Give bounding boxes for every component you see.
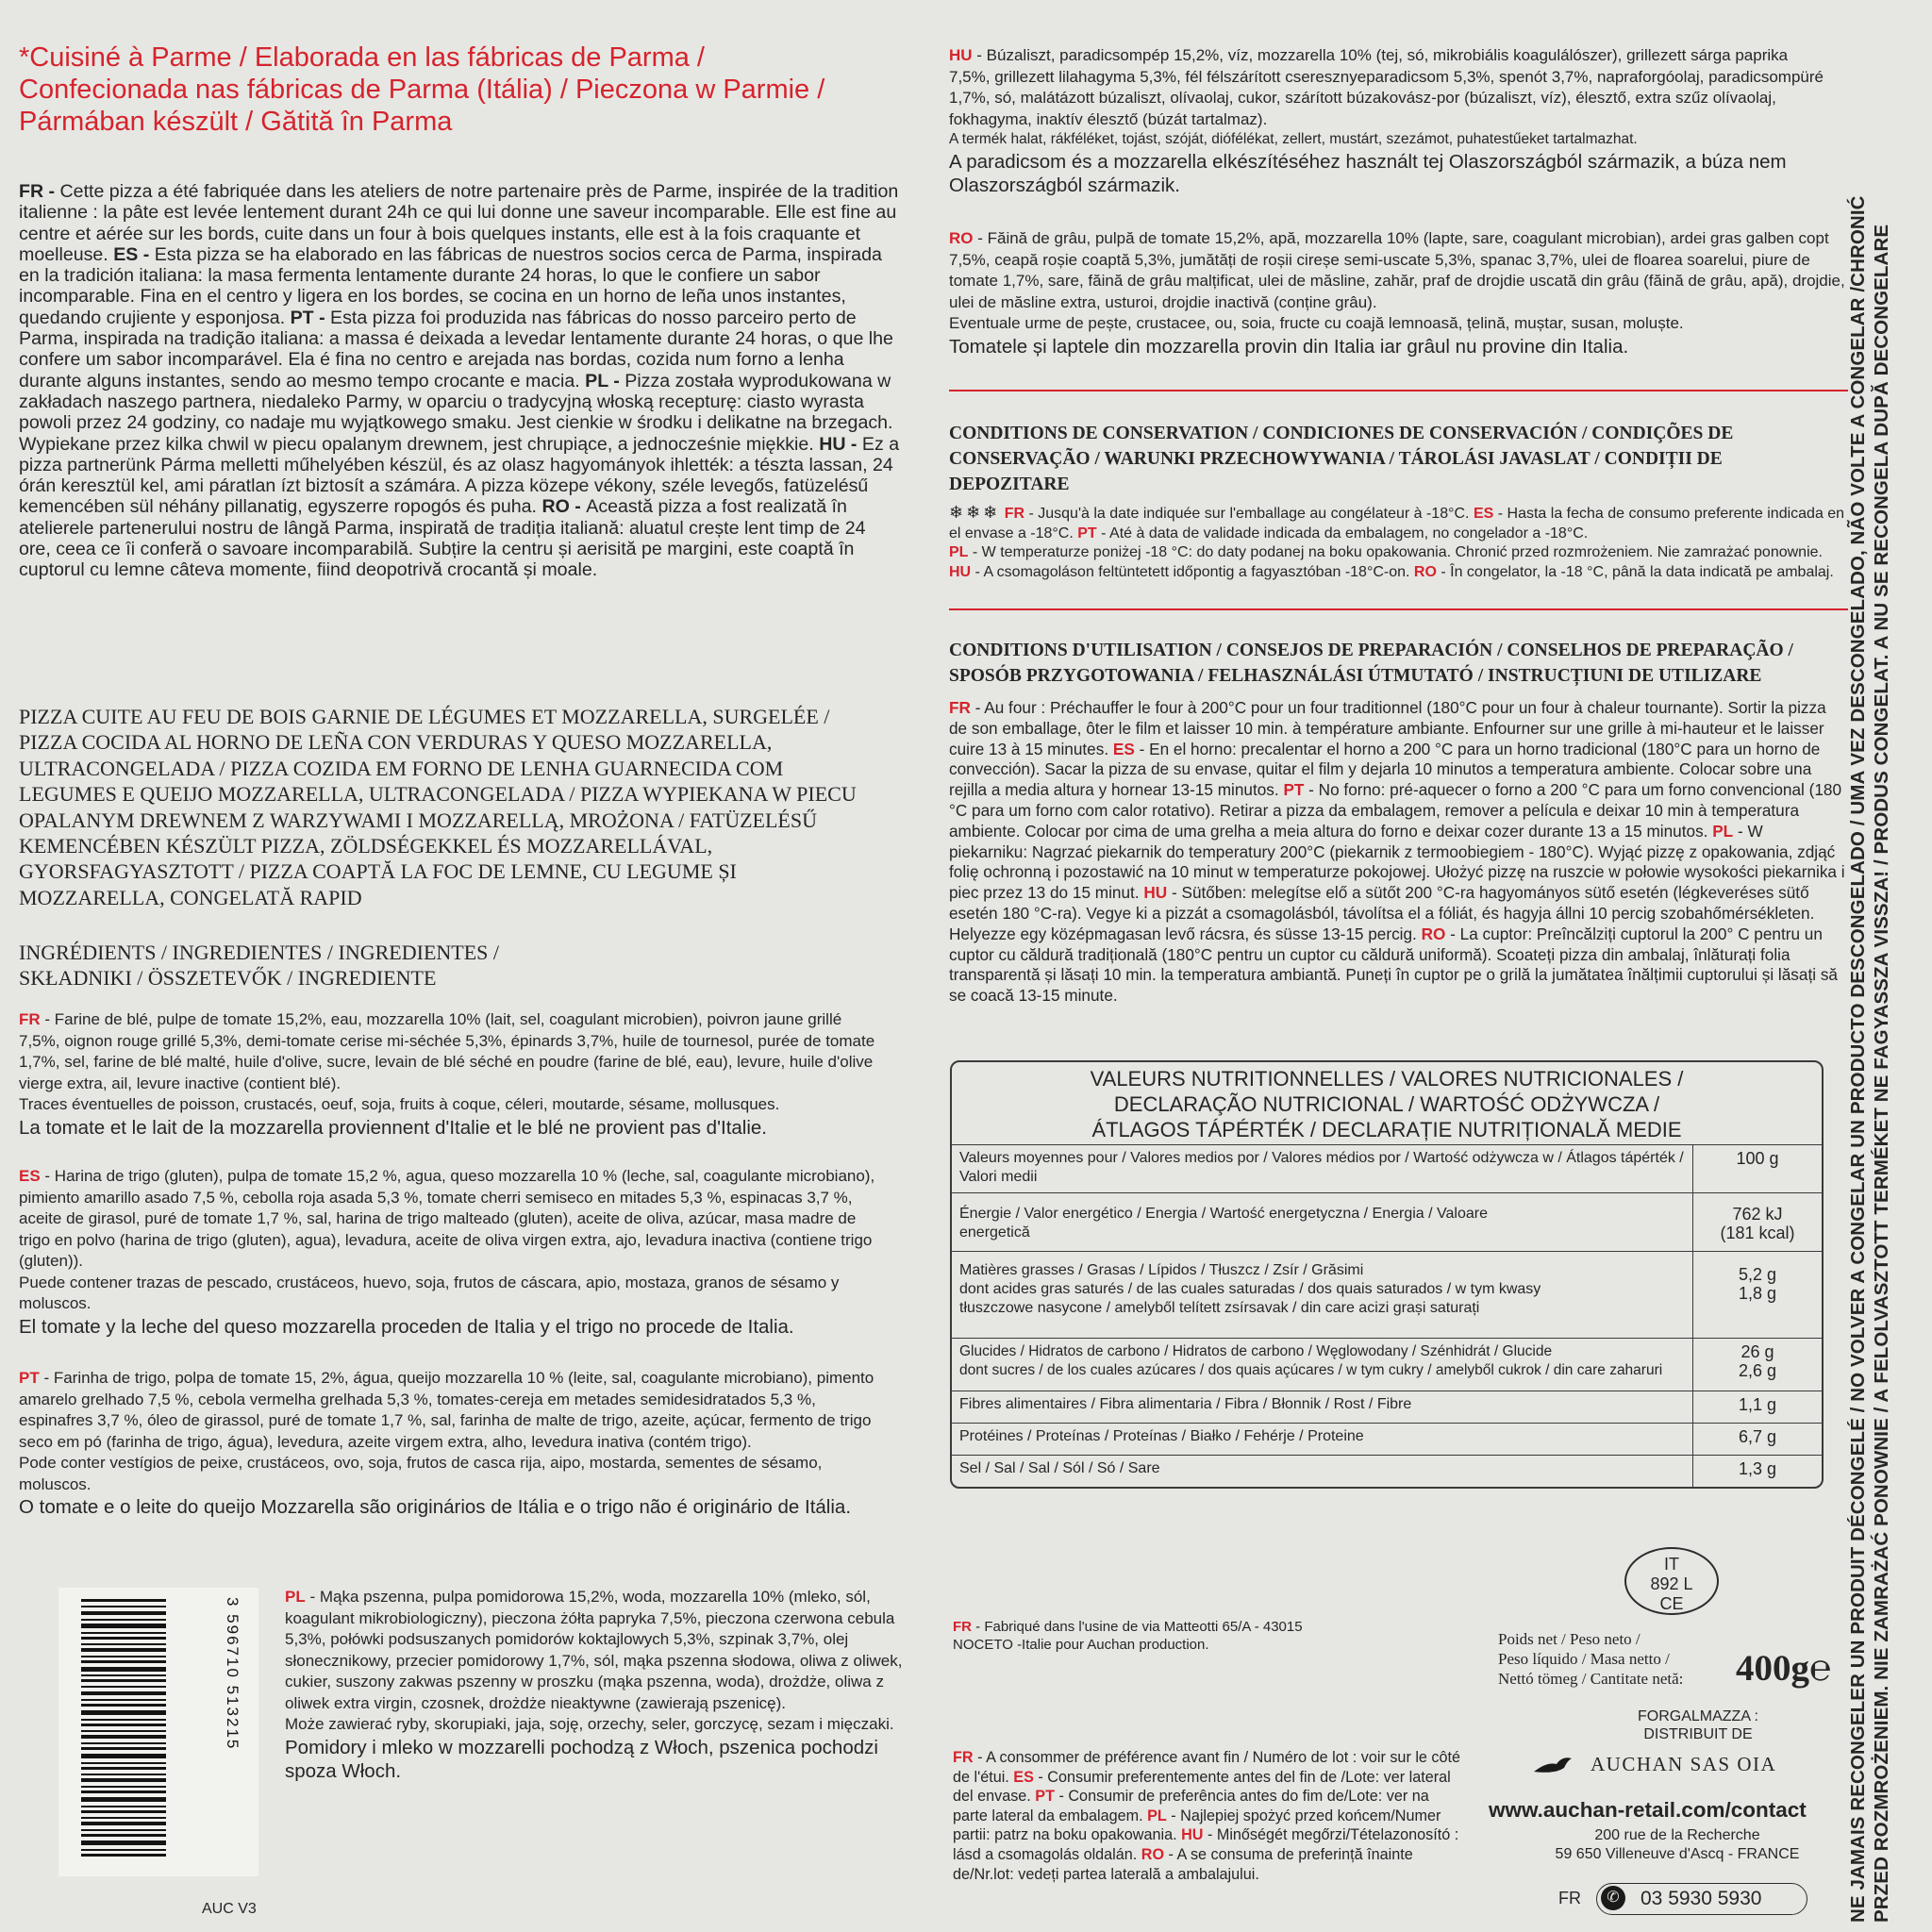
side-warning-line: NE JAMAIS RECONGELER UN PRODUIT DÉCONGELÉ / NO VOLVER A CONGELAR UN PRODUCTO DESCONGELADO / UMA VEZ DESCONGELADO, NÃO VOLTE A CONGELAR /CHRONIĆ	[1847, 195, 1869, 1923]
lang-label-ro: RO -	[541, 496, 587, 518]
lang-label-fr: FR	[1004, 506, 1025, 522]
energy-cell	[952, 1192, 1693, 1251]
ingredients-es-traces: Puede contener trazas de pescado, crustáceos, huevo, soja, frutos de cáscara, apio, mostaza, granos de sésamo y moluscos.	[19, 1273, 840, 1312]
fibre-value: 1,1 g	[1693, 1391, 1823, 1423]
intro-es: Esta pizza se ha elaborado en las fábricas de nuestros socios cerca de Parma, inspirada en la tradición italiana: la masa fermenta lentamente durante 24 horas, lo que le confiere un sabor incomparable. Fina en el centro y ligera en los bordes, se cocina en un horno de leña unos instantes, quedando crujiente y esponjosa.	[19, 243, 882, 328]
lang-label-hu: HU	[949, 563, 972, 580]
phone-box[interactable]	[1596, 1883, 1807, 1915]
protein-label: Protéines / Proteínas / Proteínas / Białko / Fehérje / Proteine	[952, 1423, 1693, 1455]
factory-info	[953, 1618, 1311, 1654]
ingredients-hu-list: - Búzaliszt, paradicsompép 15,2%, víz, mozzarella 10% (tej, só, mikrobiális koagulálószer), grillezett sárga paprika 7,5%, grillezett lilahagyma 5,3%, fél félszárított cseresznyeparadicsom 5,3%, spenót 3,7%, napraforgóolaj, paradicsompüré 1,7%, só, malátázott búzaliszt, olívaolaj, cukor, szárított búzakovász-por (búzaliszt, víz), élesztő, extra szűz olívaolaj, fokhagyma, inaktív élesztő (búzát tartalmaz).	[949, 46, 1824, 128]
ingredients-pt	[19, 1368, 887, 1519]
side-warning-line: PRZED ROZMROŻENIEM. NIE ZAMRAŻAĆ PONOWNIE / A FELOLVASZTOTT TERMÉKET NE FAGYASSZA VISSZA! / PRODUS CONGELAT. A NU SE RECONGELA DUPĂ DECONGELARE	[1871, 224, 1892, 1923]
preparation-hu: - Sütőben: melegítse elő a sütőt 200 °C-ra hagyományos sütő esetén (légkeveréses sütő esetén 180 °C-ra). Vegye ki a pizzát a csomagolásból, távolítsa el a fóliát, és hagyja állni 10 percig szobahőmérsékleten. Helyezze egy középmagasan levő rácsra, és süsse 13-15 percig.	[949, 883, 1815, 943]
ingredients-pt-traces: Pode conter vestígios de peixe, crustáceos, ovo, soja, frutos de casca rija, aipo, mostarda, sementes de sésamo, moluscos.	[19, 1454, 823, 1493]
sugar-label: dont sucres / de los cuales azúcares / dos quais açúcares / w tym cukry / amelyből cukrok / din care zaharuri	[959, 1361, 1663, 1378]
title-line: *Cuisiné à Parme / Elaborada en las fábricas de Parma /	[19, 42, 705, 73]
table-row	[952, 1145, 1822, 1192]
lang-label-fr: FR	[949, 698, 971, 717]
lang-label-hu: HU	[1143, 883, 1168, 903]
ingredients-fr-text	[19, 1009, 887, 1094]
nutrition-table	[952, 1145, 1822, 1487]
best-before-hu: - Minőségét megőrzi/Tételazonosító : lásd a csomagolás oldalán.	[953, 1826, 1459, 1863]
ingredients-heading-line: SKŁADNIKI / ÖSSZETEVŐK / INGREDIENTE	[19, 966, 437, 990]
distributor-line: FORGALMAZZA :	[1637, 1708, 1758, 1724]
health-mark-line: 892 L	[1650, 1574, 1693, 1593]
table-row	[952, 1455, 1822, 1487]
nutrition-header-value: 100 g	[1693, 1145, 1823, 1192]
product-code: AUC V3	[202, 1901, 257, 1917]
distributor-address	[1526, 1826, 1828, 1864]
phone-number: 03 5930 5930	[1641, 1888, 1762, 1909]
intro-ro: Această pizza a fost realizată în atelierele partenerului nostru de lângă Parma, inspirată de tradiția italiană: aluatul crește lent timp de 24 ore, ceea ce îi conferă o savoare incomparabilă. Subțire la centru și aerisită pe margini, este coaptă în cuptorul cu lemne câteva momente, fiind deopotrivă crocantă și moale.	[19, 496, 866, 581]
preparation-pl: - W piekarniku: Nagrzać piekarnik do temperatury 200°C (piekarnik z termoobiegiem - 180°C). Wyjąć pizzę z opakowania, zdjąć folię ochronną i pozostawić na 10 minut w temperaturze pokojowej. Ułożyć pizzę na ruszcie w połowie wysokości piekarnika i piec przez 13 do 15 minut.	[949, 821, 1845, 903]
lang-label-es: ES	[19, 1167, 41, 1185]
fat-cell	[952, 1251, 1693, 1338]
barcode-digits: 3 596710 513215	[224, 1597, 242, 1751]
title-block	[19, 42, 924, 138]
preparation-pt: - No forno: pré-aquecer o forno a 200 °C para um forno convencional (180 °C para um forno com calor rotativo). Retirar a pizza da embalagem, remover a película e deixar 10 min à temperatura ambiente. Colocar por cima de uma grelha a meia altura do forno e deixar cozer durante 13 a 15 minutos.	[949, 780, 1842, 841]
health-mark-line: IT	[1664, 1555, 1679, 1574]
barcode-box	[58, 1588, 258, 1876]
product-name-text: PIZZA CUITE AU FEU DE BOIS GARNIE DE LÉGUMES ET MOZZARELLA, SURGELÉE / PIZZA COCIDA AL HORNO DE LEÑA CON VERDURAS Y QUESO MOZZARELLA, ULTRACONGELADA / PIZZA COZIDA EM FORNO DE LENHA GUARNECIDA COM LEGUMES E QUEIJO MOZZARELLA, ULTRACONGELADA / PIZZA WYPIEKANA W PIECU OPALANYM DREWNEM Z WARZYWAMI I MOZZARELLĄ, MROŻONA / FATÜZELÉSŰ KEMENCÉBEN KÉSZÜLT PIZZA, ZÖLDSÉGEKKEL ÉS MOZZARELLÁVAL, GYORSFAGYASZTOTT / PIZZA COAPTĂ LA FOC DE LEMNE, CU LEGUME ȘI MOZZARELLA, CONGELATĂ RAPID	[19, 705, 857, 909]
conservation-fr: - Jusqu'à la date indiquée sur l'emballage au congélateur à -18°C.	[1024, 506, 1474, 522]
conservation-text	[949, 503, 1845, 582]
satfat-label: dont acides gras saturés / de las cuales saturadas / dos quais saturados / w tym kwasy tłuszczowe nasycone / amelyből telített zsírsavak / din care acizi grași saturați	[959, 1280, 1541, 1316]
lang-label-hu: HU -	[819, 433, 862, 455]
preparation-es: - En el horno: precalentar el horno a 200 °C para un horno tradicional (180°C para un horno de convección). Sacar la pizza de su envase, quitar el film y dejarla 10 minutos a temperatura ambiente. Colocar sobre una rejilla a media altura y hornear 13-15 minutos.	[949, 739, 1821, 800]
lang-label-pt: PT	[1283, 780, 1305, 800]
sugar-value-text: 2,6 g	[1738, 1360, 1777, 1380]
ingredients-pl-list: - Mąka pszenna, pulpa pomidorowa 15,2%, woda, mozzarella 10% (mleko, sól, koagulant mikrobiologiczny), pieczona żółta papryka 7,5%, pieczona czerwona cebula 5,3%, połówki podsuszanych pomidorów koktajlowych 5,3%, szpinak 3,7%, olej słonecznikowy, przecier pomidorowy 1,7%, sól, mąka pszenna słodowa, oliwa z oliwek, cukier, suszony zakwas pszenny w proszku (mąka pszenna, woda), drożdże, oliwa z oliwek extra virgin, czosnek, drożdże nieaktywne (zawierają pszenicę).	[285, 1588, 903, 1712]
ingredients-es-list: - Harina de trigo (gluten), pulpa de tomate 15,2 %, agua, queso mozzarella 10 % (leche, sal, coagulante microbiano), pimiento amarillo asado 7,5 %, cebolla roja asada 5,3 %, tomate cherri semiseco en mitades 5,3 %, espinacas 3,7 %, aceite de girasol, puré de tomate 1,7 %, sal, harina de trigo malteado (gluten), aceite de oliva, azúcar, masa madre de trigo en polvo (harina de trigo (gluten), agua), levadura, aceite de oliva virgen extra, ajo, levadura inactiva (contiene trigo (gluten)).	[19, 1167, 875, 1270]
ingredients-fr-list: - Farine de blé, pulpe de tomate 15,2%, eau, mozzarella 10% (lait, sel, coagulant microbien), poivron jaune grillé 7,5%, oignon rouge grillé 5,3%, demi-tomate cerise mi-séchée 5,3%, épinards 3,7%, huile de tournesol, purée de tomate 1,7%, sel, farine de blé malté, huile d'olive, sucre, levain de blé séché en poudre (farine de blé, eau), levure, huile d'olive vierge extra, ail, levure inactive (contient blé).	[19, 1010, 875, 1092]
distributor	[1481, 1707, 1858, 1777]
salt-label: Sel / Sal / Sal / Sól / Só / Sare	[952, 1455, 1693, 1487]
lang-label-ro: RO	[1421, 924, 1446, 943]
ingredients-hu	[949, 45, 1826, 197]
title-line: Pármában készült / Gătită în Parma	[19, 107, 453, 137]
energy-kj: 762 kJ	[1732, 1204, 1783, 1224]
lang-label-pt: PT	[19, 1369, 40, 1387]
ingredients-es	[19, 1166, 887, 1339]
auchan-bird-logo	[1532, 1753, 1574, 1777]
ingredients-pl	[285, 1587, 908, 1783]
lang-label-fr: FR	[953, 1619, 972, 1635]
ingredients-ro-traces: Eventuale urme de pește, crustacee, ou, soia, fructe cu coajă lemnoasă, țelină, muștar, susan, moluște.	[949, 314, 1684, 332]
nutrition-title-line: VALEURS NUTRITIONNELLES / VALORES NUTRICIONALES /	[1090, 1067, 1684, 1091]
lang-label-ro: RO	[1141, 1845, 1165, 1863]
conservation-es: - Hasta la fecha de consumo preferente indicada en el envase a -18°C.	[949, 506, 1845, 541]
carb-cell	[952, 1338, 1693, 1391]
ingredients-pt-origin: O tomate e o leite do queijo Mozzarella são originários de Itália e o trigo não é originário de Itália.	[19, 1496, 852, 1518]
factory-address: - Fabriqué dans l'usine de via Matteotti 65/A - 43015 NOCETO -Italie pour Auchan production.	[953, 1619, 1303, 1653]
lang-label-pl: PL	[1712, 821, 1734, 841]
table-row	[952, 1423, 1822, 1455]
net-weight-value	[1736, 1648, 1831, 1690]
energy-kcal: (181 kcal)	[1720, 1223, 1795, 1242]
conservation-pt: - Até à data de validade indicada da embalagem, no congelador a -18°C.	[1096, 525, 1589, 541]
fat-value-text: 5,2 g	[1738, 1264, 1777, 1284]
intro-paragraph	[19, 181, 901, 581]
barcode	[58, 1588, 262, 1927]
lang-label-hu: HU	[1181, 1826, 1204, 1844]
preparation-heading-line: SPOSÓB PRZYGOTOWANIA / FELHASZNÁLÁSI ÚTMUTATÓ / INSTRUCȚIUNI DE UTILIZARE	[949, 666, 1762, 686]
divider	[949, 608, 1848, 610]
phone-country: FR	[1558, 1889, 1581, 1907]
salt-value: 1,3 g	[1693, 1455, 1823, 1487]
ingredients-heading-line: INGRÉDIENTS / INGREDIENTES / INGREDIENTES /	[19, 941, 499, 964]
brand-name: AUCHAN SAS OIA	[1591, 1753, 1777, 1775]
ingredients-hu-text	[949, 45, 1826, 130]
preparation-section	[949, 638, 1845, 1007]
ingredients-pt-text	[19, 1368, 887, 1453]
preparation-ro: - La cuptor: Preîncălziți cuptorul la 200° C pentru un cuptor cu căldură tradițională (180°C pentru un cuptor cu căldură uniformă). Scoateți pizza din ambalaj, înlăturați folia transparentă și lăsați 10 min. la temperatura ambiantă. Puneți în cuptor pe o grilă la jumătatea înălțimii cuptorului și lăsați să se coacă 13-15 minute.	[949, 924, 1838, 1006]
lang-label-pl: PL	[1147, 1807, 1167, 1824]
lang-label-es: ES -	[113, 243, 155, 265]
fat-value	[1693, 1251, 1823, 1338]
net-weight-line: Poids net / Peso neto /	[1498, 1630, 1641, 1648]
divider	[949, 390, 1848, 391]
lang-label-fr: FR	[953, 1749, 974, 1766]
best-before-pt: - Consumir de preferência antes do fim de/Lote: ver na parte lateral da embalagem.	[953, 1788, 1429, 1824]
preparation-text	[949, 698, 1845, 1007]
ingredients-ro	[949, 228, 1850, 358]
lang-label-pl: PL	[949, 544, 969, 560]
intro-hu: Ez a pizza partnerünk Párma melletti műhelyében készül, és az olasz hagyományok ihlették: a tészta lassan, 24 órán keresztül kel, ami páratlan ízt biztosít a számára. A pizza közepe vékony, széle levegős, fatüzelésű kemencében sül néhány pillanatig, egyszerre ropogós és puha.	[19, 433, 900, 518]
e-mark-icon: ℮	[1809, 1648, 1832, 1689]
ingredients-ro-origin: Tomatele și laptele din mozzarella provin din Italia iar grâul nu provine din Italia.	[949, 335, 1629, 358]
distributor-line: DISTRIBUIT DE	[1643, 1726, 1753, 1742]
satfat-value-text: 1,8 g	[1738, 1283, 1777, 1303]
lang-label-fr: FR -	[19, 181, 60, 202]
ingredients-fr-traces: Traces éventuelles de poisson, crustacés, oeuf, soja, fruits à coque, céleri, moutarde, sésame, mollusques.	[19, 1095, 780, 1113]
lang-label-fr: FR	[19, 1010, 41, 1028]
ingredients-fr-origin: La tomate et le lait de la mozzarella proviennent d'Italie et le blé ne provient pas d'Italie.	[19, 1116, 767, 1139]
fat-label: Matières grasses / Grasas / Lípidos / Tłuszcz / Zsír / Grăsimi	[959, 1261, 1364, 1278]
best-before-text	[953, 1748, 1462, 1884]
conservation-heading-line: CONDITIONS DE CONSERVATION / CONDICIONES DE CONSERVACIÓN / CONDIÇÕES DE	[949, 424, 1734, 443]
table-row	[952, 1251, 1822, 1338]
phone-row	[1558, 1883, 1841, 1915]
ingredients-ro-list: - Făină de grâu, pulpă de tomate 15,2%, apă, mozzarella 10% (lapte, sare, coagulant microbian), ardei gras galben copt 7,5%, ceapă roșie coaptă 5,3%, jumătăți de roșii cireșe semi-uscate 5,3%, spanac 3,7%, ulei de floarea soarelui, piure de tomate 1,7%, sare, făină de grâu malțificat, ulei de măsline, zahăr, praf de drojdie uscată din grâu (făină de grâu, apă), drojdie, ulei de măsline extra, usturoi, drojdie inactivă (conține grâu).	[949, 229, 1845, 311]
lang-label-pt: PT	[1077, 525, 1097, 541]
side-warning	[1846, 8, 1893, 1923]
ingredients-es-text	[19, 1166, 887, 1273]
net-weight-line: Nettó tömeg / Cantitate netă:	[1498, 1670, 1684, 1688]
preparation-heading-line: CONDITIONS D'UTILISATION / CONSEJOS DE PREPARACIÓN / CONSELHOS DE PREPARAÇÃO /	[949, 641, 1793, 660]
conservation-heading-line: CONSERVAÇÃO / WARUNKI PRZECHOWYWANIA / TÁROLÁSI JAVASLAT / CONDIȚII DE DEPOZITARE	[949, 449, 1723, 494]
best-before-pl: - Najlepiej spożyć przed końcem/Numer partii: patrz na boku opakowania.	[953, 1807, 1441, 1844]
ingredients-pl-origin: Pomidory i mleko w mozzarelli pochodzą z Włoch, pszenica pochodzi spoza Włoch.	[285, 1736, 878, 1782]
conservation-hu: - A csomagoláson feltüntetett időpontig a fagyasztóban -18°C-on.	[971, 563, 1414, 580]
lang-label-hu: HU	[949, 46, 973, 64]
lang-label-ro: RO	[949, 229, 974, 247]
nutrition-panel	[950, 1060, 1824, 1489]
distributor-url[interactable]: www.auchan-retail.com/contact	[1489, 1798, 1807, 1822]
snowflake-icon: ❄❄❄	[949, 503, 1001, 522]
lang-label-pl: PL -	[585, 370, 625, 391]
table-row	[952, 1338, 1822, 1391]
lang-label-es: ES	[1013, 1768, 1034, 1786]
weight-value: 400g	[1736, 1648, 1809, 1689]
ingredients-hu-traces: A termék halat, rákféléket, tojást, szóját, diófélékat, zellert, mustárt, szezámot, puhatestűeket tartalmazhat.	[949, 131, 1638, 147]
health-mark	[1624, 1547, 1719, 1615]
net-weight-line: Peso líquido / Masa netto /	[1498, 1650, 1670, 1668]
best-before-ro: - A se consuma de preferință înainte de/Nr.lot: vedeți partea laterală a ambalajului.	[953, 1845, 1413, 1883]
lang-label-ro: RO	[1413, 563, 1437, 580]
address-line: 200 rue de la Recherche	[1594, 1827, 1760, 1843]
lang-label-pt: PT -	[290, 307, 331, 328]
health-mark-line: CE	[1659, 1594, 1684, 1613]
table-row	[952, 1391, 1822, 1423]
lang-label-pl: PL	[285, 1588, 306, 1606]
intro-pt: Esta pizza foi produzida nas fábricas do nosso parceiro perto de Parma, inspirada na tradição italiana: a massa é deixada a levedar lentamente durante 24 horas, o que lhe confere um sabor incomparável. Ela é fina no centro e arejada nas bordas, cozida num forno a lenha durante alguns instantes, sendo ao mesmo tempo crocante e macia.	[19, 307, 893, 391]
best-before-fr: - A consommer de préférence avant fin / Numéro de lot : voir sur le côté de l'étui.	[953, 1749, 1461, 1786]
title-line: Confecionada nas fábricas de Parma (Itália) / Pieczona w Parmie /	[19, 75, 825, 105]
conservation-section	[949, 421, 1845, 582]
intro-pl: Pizza została wyprodukowana w zakładach naszego partnera, niedaleko Parmy, w oparciu o tradycyjną włoską recepturę: ciasto wyrasta powoli przez 24 godziny, co nadaje mu wyjątkowego smaku. Jest cienkie w środku i delikatne na brzegach. Wypiekane przez kilka chwil w piecu opalanym drewnem, jest chrupiące, a jednocześnie miękkie.	[19, 370, 893, 455]
carb-value-text: 26 g	[1740, 1341, 1774, 1361]
fibre-label: Fibres alimentaires / Fibra alimentaria / Fibra / Błonnik / Rost / Fibre	[952, 1391, 1693, 1423]
nutrition-title	[952, 1062, 1822, 1145]
factory-text	[953, 1618, 1311, 1654]
ingredients-fr	[19, 1009, 887, 1140]
table-row	[952, 1192, 1822, 1251]
carb-value	[1693, 1338, 1823, 1391]
best-before	[953, 1748, 1462, 1884]
phone-icon: ✆	[1601, 1886, 1625, 1910]
ingredients-pl-text	[285, 1587, 908, 1714]
conservation-pl: - W temperaturze poniżej -18 °C: do daty podanej na boku opakowania. Chronić przed rozmrożeniem. Nie zamrażać ponownie.	[968, 544, 1823, 560]
ingredients-pl-traces: Może zawierać ryby, skorupiaki, jaja, soję, orzechy, seler, gorczycę, sezam i mięczaki.	[285, 1715, 894, 1733]
lang-label-pt: PT	[1035, 1788, 1055, 1806]
intro-fr: Cette pizza a été fabriquée dans les ateliers de notre partenaire près de Parme, inspirée de la tradition italienne : la pâte est levée lentement durant 24h ce qui lui donne une saveur incomparable. Elle est fine au centre et aérée sur les bords, cuite dans un four à bois quelques instants, elle est à la fois craquante et moelleuse.	[19, 181, 899, 265]
ingredients-hu-origin: A paradicsom és a mozzarella elkészítéséhez használt tej Olaszországból származik, a búza nem Olaszországból származik.	[949, 150, 1787, 196]
carb-label: Glucides / Hidratos de carbono / Hidratos de carbono / Węglowodany / Szénhidrát / Glucide	[959, 1342, 1553, 1359]
ingredients-es-origin: El tomate y la leche del queso mozzarella proceden de Italia y el trigo no procede de Italia.	[19, 1315, 794, 1338]
nutrition-title-line: ÁTLAGOS TÁPÉRTÉK / DECLARAȚIE NUTRIȚIONALĂ MEDIE	[1091, 1118, 1682, 1141]
conservation-ro: - În congelator, la -18 °C, până la data indicată pe ambalaj.	[1436, 563, 1834, 580]
lang-label-es: ES	[1473, 506, 1494, 522]
address-line: 59 650 Villeneuve d'Ascq - FRANCE	[1555, 1846, 1800, 1862]
ingredients-pt-list: - Farinha de trigo, polpa de tomate 15, 2%, água, queijo mozzarella 10 % (leite, sal, coagulante microbiano), pimento amarelo grelhado 7,5 %, cebola vermelha grelhada 5,3 %, tomates-cereja em metades semidesidratados 5,3 %, espinafres 3,7 %, óleo de girassol, puré de tomate 1,7 %, sal, farinha de malte de trigo, azeite, açúcar, fermento de trigo seco em pó (farinha de trigo, água), levedura, azeite virgem extra, alho, levedura inativa (contém trigo).	[19, 1369, 874, 1451]
net-weight	[1498, 1629, 1857, 1689]
product-name	[19, 704, 868, 910]
nutrition-title-line: DECLARAÇÃO NUTRICIONAL / WARTOŚĆ ODŻYWCZA /	[1113, 1092, 1660, 1116]
intro-text	[19, 181, 901, 581]
best-before-es: - Consumir preferentemente antes del fin de /Lote: ver lateral del envase.	[953, 1768, 1451, 1806]
auchan-logo	[1481, 1751, 1858, 1777]
protein-value: 6,7 g	[1693, 1423, 1823, 1455]
ingredients-ro-text	[949, 228, 1850, 313]
energy-label: Énergie / Valor energético / Energia / Wartość energetyczna / Energia / Valoare energetică	[959, 1205, 1488, 1241]
ingredients-heading	[19, 940, 868, 991]
energy-value	[1693, 1192, 1823, 1251]
nutrition-header-label: Valeurs moyennes pour / Valores medios por / Valores médios por / Wartość odżywcza w / Átlagos tápérték / Valori medii	[952, 1145, 1693, 1192]
lang-label-es: ES	[1112, 739, 1135, 758]
preparation-fr: - Au four : Préchauffer le four à 200°C pour un four traditionnel (180°C pour un four à chaleur tournante). Sortir la pizza de son emballage, ôter le film et laisser 10 min. à température ambiante. Enfourner sur une grille à mi-hauteur et le laisser cuire 13 à 15 minutes.	[949, 698, 1826, 758]
